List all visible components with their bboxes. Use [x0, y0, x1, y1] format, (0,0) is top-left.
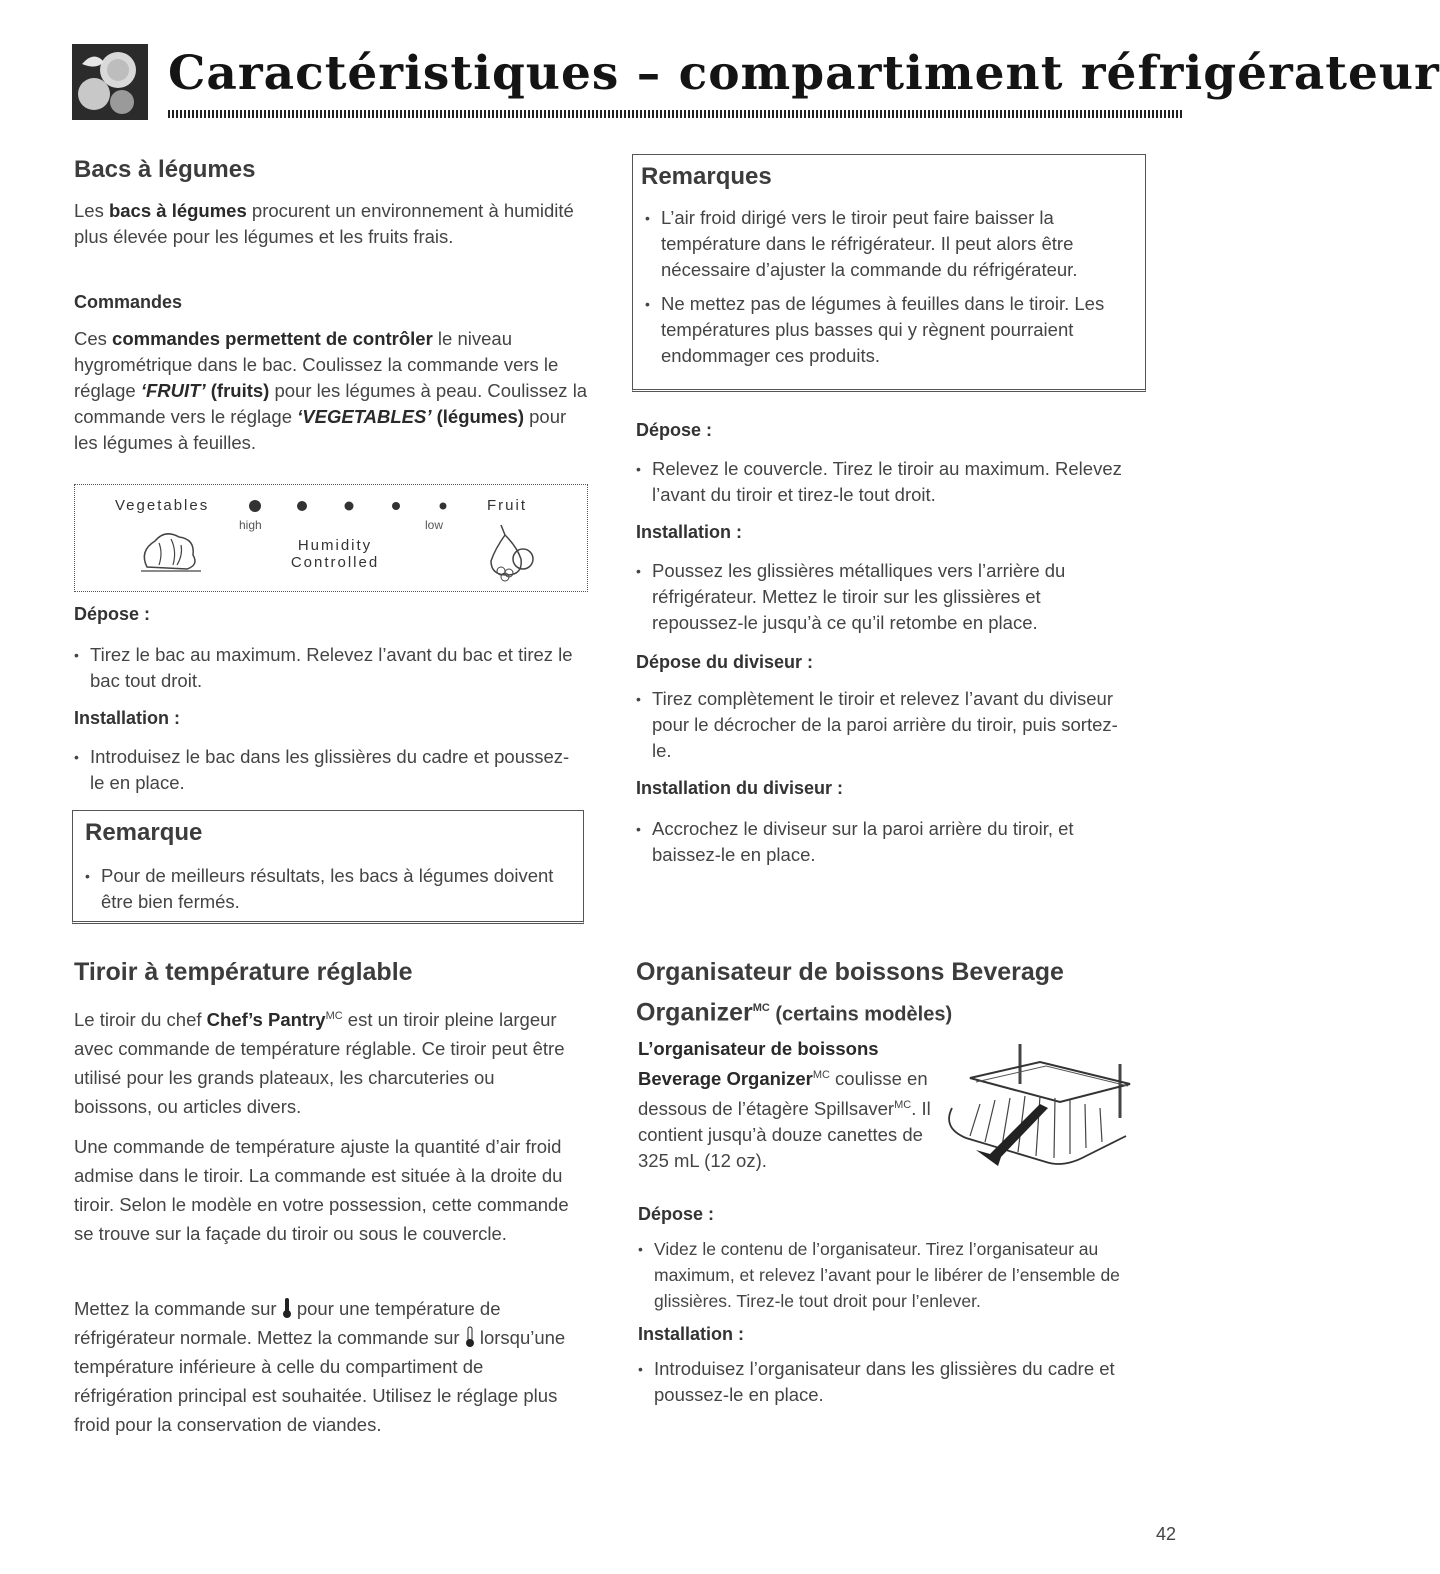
page-number: 42: [1155, 1524, 1176, 1544]
bacs-intro: Les bacs à légumes procurent un environnement à humidité plus élevée pour les légumes et les fruits frais.: [74, 200, 574, 247]
organizer-depose-list: [638, 1236, 1138, 1314]
depose-diviseur-heading: Dépose du diviseur :: [636, 652, 814, 672]
installation-diviseur-heading: Installation du diviseur :: [636, 778, 844, 798]
humidity-control-panel: [74, 484, 588, 592]
lettuce-icon: [135, 523, 205, 579]
list-item: • Introduisez le bac dans les glissières du cadre et poussez-le en place.: [74, 744, 574, 796]
fruit-label: Fruit: [487, 497, 527, 514]
bacs-depose-list: [74, 642, 574, 694]
tiroir-paragraph-3: Mettez la commande sur pour une température de réfrigérateur normale. Mettez la commande sur lorsqu’une température inférieure à celle du compartiment de réfrigération principal est souhaitée. Utilisez le réglage plus froid pour la conservation de viandes.: [74, 1298, 566, 1435]
bacs-heading: Bacs à légumes: [74, 156, 256, 183]
tiroir-paragraph-1: Le tiroir du chef Chef’s Pantry$^{MC}$ est un tiroir pleine largeur avec commande de température réglable. Ce tiroir peut être utilisé pour les grands plateaux, les charcuteries ou boissons, ou articles divers.: [74, 1009, 565, 1118]
vegetables-label: Vegetables: [115, 497, 210, 514]
list-item: • Pour de meilleurs résultats, les bacs à légumes doivent être bien fermés.: [85, 863, 565, 915]
humidity-controlled-label: Humidity Controlled: [290, 537, 380, 571]
depose-diviseur-list: [636, 686, 1136, 764]
thermometer-cold-icon: [465, 1326, 475, 1348]
tiroir-depose-list: [636, 456, 1136, 508]
list-item: • Accrochez le diviseur sur la paroi arrière du tiroir, et baissez-le en place.: [636, 816, 1136, 868]
beverage-organizer-illustration: [940, 1034, 1140, 1184]
tiroir-depose-heading: Dépose :: [636, 420, 713, 440]
tiroir-heading: Tiroir à température réglable: [74, 958, 413, 986]
installation-diviseur-list: [636, 816, 1136, 868]
page-title: Caractéristiques – compartiment réfrigérateur: [168, 46, 1440, 101]
high-label: high: [239, 518, 262, 532]
remarques-box: [632, 154, 1146, 392]
tiroir-install-list: [636, 558, 1136, 636]
fruit-pear-grapes-icon: [475, 519, 543, 583]
bacs-install-list: [74, 744, 574, 796]
thermometer-normal-icon: [282, 1297, 292, 1319]
list-item: • Poussez les glissières métalliques vers l’arrière du réfrigérateur. Mettez le tiroir sur les glissières et repoussez-le jusqu’à ce qu’il retombe en place.: [636, 558, 1136, 636]
remarques-title: Remarques: [641, 163, 772, 190]
list-item: • Relevez le couvercle. Tirez le tiroir au maximum. Relevez l’avant du tiroir et tirez-le tout droit.: [636, 456, 1136, 508]
remarque-title: Remarque: [85, 819, 203, 846]
organizer-depose-heading: Dépose :: [638, 1204, 715, 1224]
list-item: • Tirez le bac au maximum. Relevez l’avant du bac et tirez le bac tout droit.: [74, 642, 574, 694]
list-item: • Introduisez l’organisateur dans les glissières du cadre et poussez-le en place.: [638, 1356, 1138, 1408]
organizer-intro: L’organisateur de boissons Beverage Organizer$^{MC}$ coulisse en dessous de l’étagère Spillsaver$^{MC}$. Il contient jusqu’à douze canettes de 325 mL (12 oz).: [638, 1038, 931, 1172]
list-item: • L’air froid dirigé vers le tiroir peut faire baisser la température dans le réfrigérateur. Il peut alors être nécessaire d’ajuster la commande du réfrigérateur.: [645, 205, 1131, 283]
title-underline: [168, 110, 1184, 118]
organizer-install-heading: Installation :: [638, 1324, 745, 1344]
list-item: • Ne mettez pas de légumes à feuilles dans le tiroir. Les températures plus basses qui y règnent pourraient endommager ces produits.: [645, 291, 1131, 369]
organizer-install-list: [638, 1356, 1138, 1408]
commandes-heading: Commandes: [74, 292, 183, 312]
bacs-depose-heading: Dépose :: [74, 604, 151, 624]
vegetables-photo-icon: [72, 44, 148, 120]
list-item: • Videz le contenu de l’organisateur. Tirez l’organisateur au maximum, et relevez l’avant pour le libérer de l’ensemble de glissières. Tirez-le tout droit pour l’enlever.: [638, 1236, 1138, 1314]
tiroir-install-heading: Installation :: [636, 522, 743, 542]
commandes-text: Ces commandes permettent de contrôler le niveau hygrométrique dans le bac. Coulissez la commande vers le réglage ‘FRUIT’ (fruits) pour les légumes à peau. Coulissez la commande vers le réglage ‘VEGETABLES’ (légumes) pour les légumes à feuilles.: [74, 328, 588, 453]
bacs-install-heading: Installation :: [74, 708, 181, 728]
tiroir-paragraph-2: Une commande de température ajuste la quantité d’air froid admise dans le tiroir. La commande est située à la droite du tiroir. Selon le modèle en votre possession, cette commande se trouve sur la façade du tiroir ou sous le couvercle.: [74, 1136, 569, 1244]
organizer-heading: Organisateur de boissons Beverage Organizer$^{MC}$ (certains modèles): [636, 958, 1064, 1027]
page-header: [72, 40, 1440, 122]
low-label: low: [425, 518, 444, 532]
list-item: • Tirez complètement le tiroir et relevez l’avant du diviseur pour le décrocher de la paroi arrière du tiroir, puis sortez-le.: [636, 686, 1136, 764]
remarque-box: [72, 810, 584, 924]
humidity-dots: [245, 497, 465, 517]
remarque-list: [85, 863, 565, 915]
remarques-list: [645, 205, 1131, 369]
